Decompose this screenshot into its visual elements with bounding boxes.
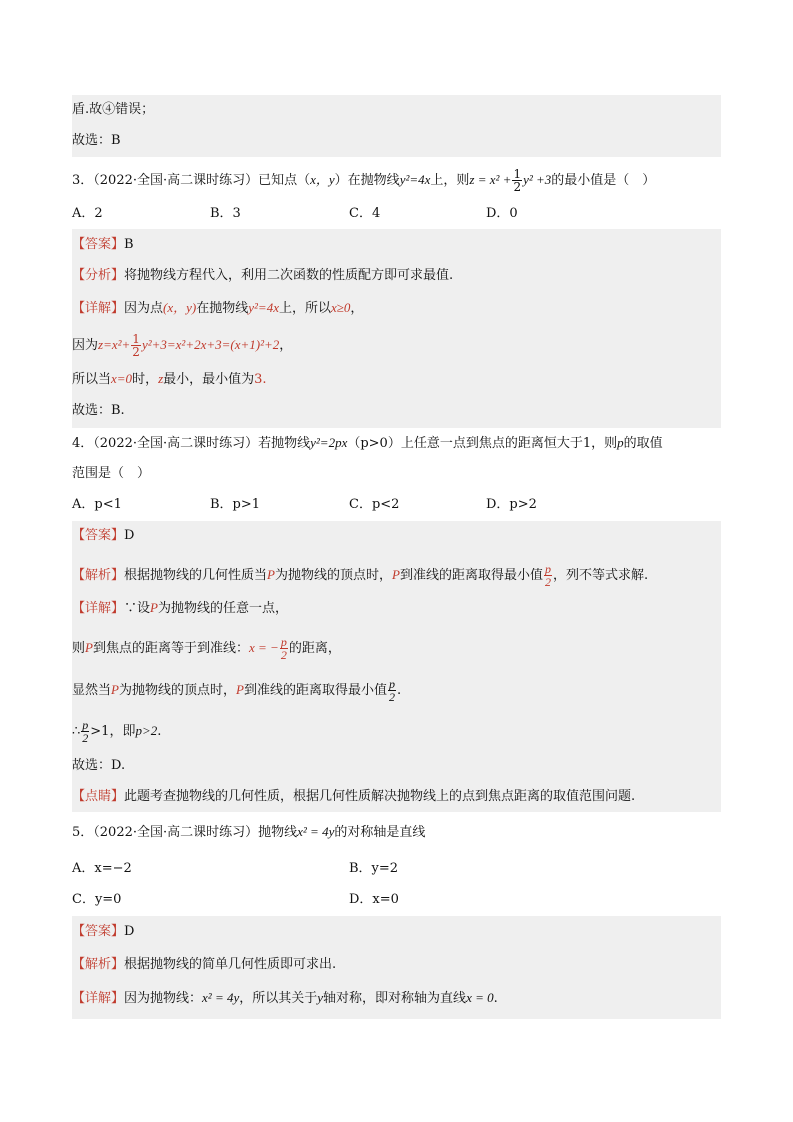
q3-answer-block (72, 229, 721, 428)
q3-option-d: D．0 (486, 206, 518, 221)
q3-stem: 3．（2022·全国·高二课时练习）已知点（x，y）在抛物线y²=4x上，则z = x² + $\frac{1}{2}$ y² +3的最小值是（ ） (72, 167, 656, 194)
q3-option-a: A．2 (72, 206, 103, 221)
prev-tail-line: 盾.故④错误； (72, 102, 155, 117)
q4-detail-4: ∴ $\frac{p}{2}$ >1，即p>2. (72, 718, 162, 745)
q3-analysis: 【分析】将抛物线方程代入，利用二次函数的性质配方即可求最值. (72, 268, 454, 283)
q4-detail2-fraction: $\frac{p}{2}$ (280, 635, 287, 662)
q5-option-c: C．y=0 (72, 892, 122, 907)
q4-jiexi: 【解析】根据抛物线的几何性质当P为抛物线的顶点时，P到准线的距离取得最小值 $\frac{p}{2}$ ，列不等式求解. (72, 562, 649, 589)
q3-option-b: B．3 (210, 206, 241, 221)
q5-answer: 【答案】D (72, 924, 135, 939)
q5-option-a: A．x=−2 (72, 861, 132, 876)
q4-detail3-fraction: $\frac{p}{2}$ (388, 677, 395, 704)
prev-answer-block (72, 95, 721, 157)
q3-stem-fraction: $\frac{1}{2}$ (513, 167, 522, 194)
q3-detail-1: 【详解】因为点(x，y)在抛物线y²=4x上，所以x≥0， (72, 300, 364, 316)
q4-option-d: D．p>2 (486, 497, 537, 512)
q4-stem: 4．（2022·全国·高二课时练习）若抛物线y²=2px（p>0）上任意一点到焦点的距离恒大于1，则p的取值 (72, 435, 663, 451)
q5-detail: 【详解】因为抛物线：x² = 4y，所以其关于y轴对称，即对称轴为直线x = 0. (72, 990, 498, 1006)
q5-stem: 5．（2022·全国·高二课时练习）抛物线x² = 4y的对称轴是直线 (72, 824, 426, 840)
q3-detail-2: 因为z=x²+ $\frac{1}{2}$ y²+3=x²+2x+3=(x+1)²+2， (72, 332, 293, 359)
q4-detail-2: 则P到焦点的距离等于到准线：x = − $\frac{p}{2}$ 的距离， (72, 635, 341, 662)
q4-answer: 【答案】D (72, 528, 135, 543)
q4-detail-1: 【详解】∵设P为抛物线的任意一点， (72, 600, 288, 616)
q4-option-c: C．p<2 (349, 497, 400, 512)
q5-option-b: B．y=2 (349, 861, 399, 876)
q3-detail-fraction: $\frac{1}{2}$ (132, 332, 140, 359)
q4-jiexi-fraction: $\frac{p}{2}$ (544, 562, 551, 589)
q5-jiexi: 【解析】根据抛物线的简单几何性质即可求出. (72, 957, 337, 972)
q4-dianjing: 【点睛】此题考查抛物线的几何性质，根据几何性质解决抛物线上的点到焦点距离的取值范围问题. (72, 789, 636, 804)
q4-stem-line2: 范围是（ ） (72, 466, 151, 481)
q5-option-d: D．x=0 (349, 892, 399, 907)
q4-detail4-fraction: $\frac{p}{2}$ (82, 718, 89, 745)
q4-choice: 故选：D. (72, 758, 126, 773)
q3-answer: 【答案】B (72, 237, 134, 252)
q3-detail-3: 所以当x=0时，z最小，最小值为3. (72, 371, 267, 387)
q4-option-b: B．p>1 (210, 497, 261, 512)
q3-choice: 故选：B. (72, 403, 125, 418)
q4-option-a: A．p<1 (72, 497, 122, 512)
prev-choice: 故选：B (72, 133, 121, 148)
q4-detail-3: 显然当P为抛物线的顶点时，P到准线的距离取得最小值 $\frac{p}{2}$ . (72, 677, 402, 704)
q3-option-c: C．4 (349, 206, 381, 221)
